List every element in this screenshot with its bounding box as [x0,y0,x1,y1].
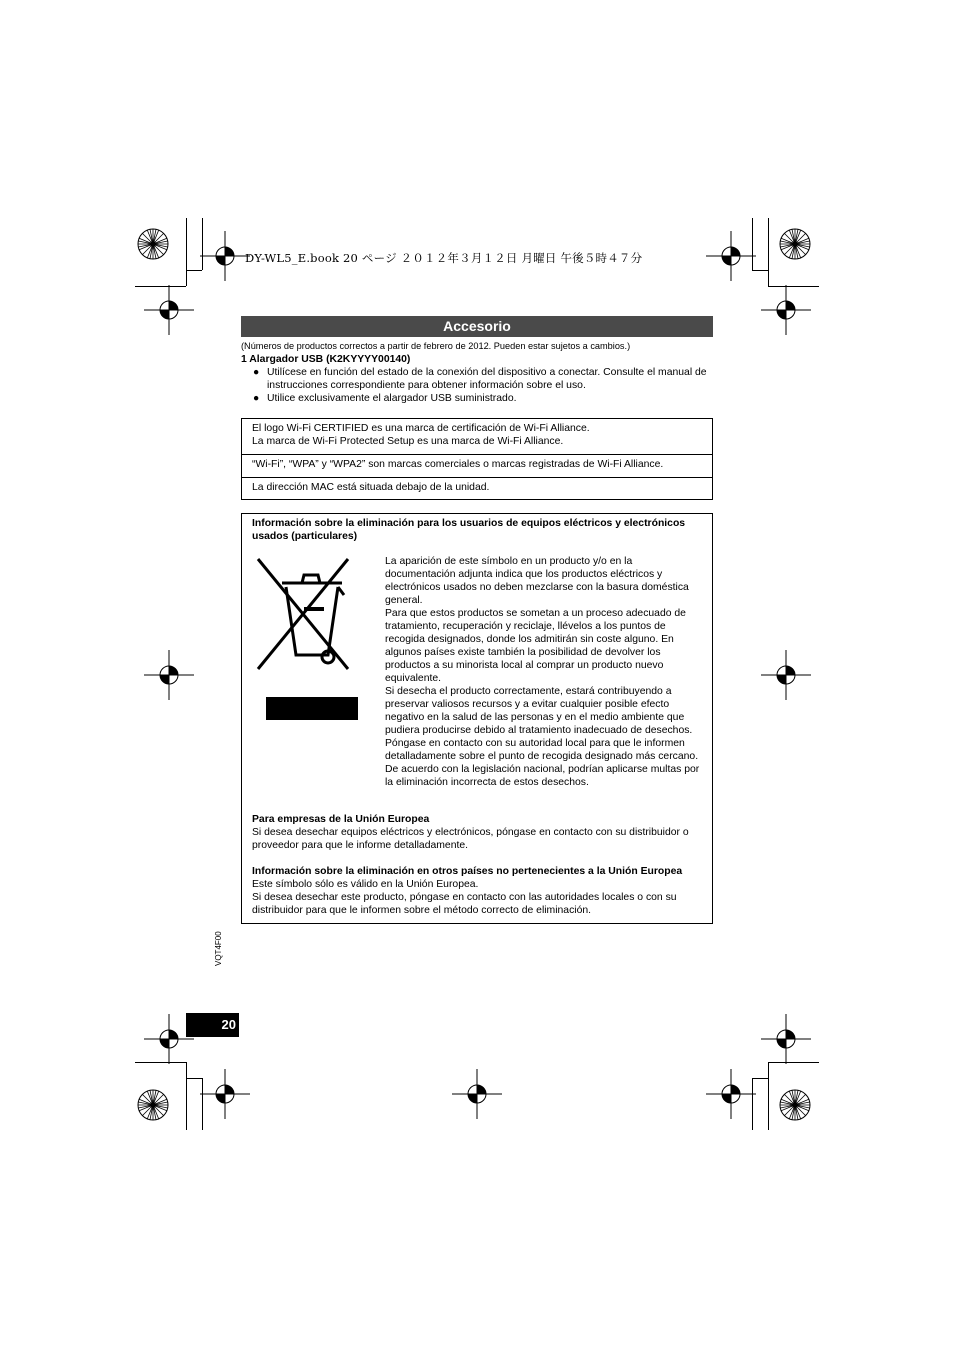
registration-mark-icon [761,285,811,335]
registration-mark-icon [200,231,250,281]
color-rosette-icon [779,228,811,260]
product-number-note: (Números de productos correctos a partir de febrero de 2012. Pueden estar sujetos a cambios.) [241,341,631,351]
registration-mark-icon [144,285,194,335]
wpa-trademark-cell: “Wi-Fi”, “WPA” y “WPA2” son marcas comerciales o marcas registradas de Wi-Fi Alliance. [242,455,712,478]
trademark-box [241,418,713,500]
eu-business-section [252,813,707,852]
list-item: ● Utilícese en función del estado de la conexión del dispositivo a conectar. Consulte el manual de instrucciones correspondiente para obtener información sobre el uso. [253,367,707,391]
mac-address-cell: La dirección MAC está situada debajo de la unidad. [252,482,490,493]
registration-mark-icon [452,1069,502,1119]
disposal-title: Información sobre la eliminación para los usuarios de equipos eléctricos y electrónicos usados (particulares) [252,518,686,542]
color-rosette-icon [137,228,169,260]
registration-mark-icon [144,650,194,700]
disposal-paragraph: La aparición de este símbolo en un producto y/o en la documentación adjunta indica que los productos eléctricos y electrónicos usados no deben mezclarse con la basura doméstica general. [385,556,689,606]
non-eu-text: Este símbolo sólo es válido en la Unión Europea. [252,879,479,890]
disposal-paragraph: Si desecha el producto correctamente, estará contribuyendo a preservar valiosos recursos y a evitar cualquier posible efecto negativo en la salud de las personas y en el medio ambiente que pudiera producirse debido al tratamiento inadecuado de desechos. Póngase en contacto con su autoridad local para que le informen detalladamente sobre el punto de recogida designado más cercano. [385,686,699,762]
weee-black-bar [266,697,358,720]
registration-mark-icon [761,650,811,700]
disposal-paragraph: De acuerdo con la legislación nacional, podrían aplicarse multas por la eliminación incorrecta de estos desechos. [385,764,700,788]
page-number: 20 [186,1013,239,1037]
non-eu-text: Si desea desechar este producto, póngase en contacto con las autoridades locales o con su distribuidor para que le informen sobre el método correcto de eliminación. [252,892,677,916]
registration-mark-icon [200,1069,250,1119]
non-eu-heading: Información sobre la eliminación en otros países no pertenecientes a la Unión Europea [252,866,683,877]
bullet-icon: ● [253,393,260,404]
disposal-paragraphs [385,555,703,789]
accessory-item: 1 Alargador USB (K2KYYYY00140) [241,354,411,365]
print-info-header: DY-WL5_E.book 20 ページ ２０１２年３月１２日 月曜日 午後５時４７分 [245,251,643,265]
registration-mark-icon [761,1014,811,1064]
bullet-icon: ● [253,367,260,378]
accessory-bullet-list [253,366,713,405]
list-item: ● Utilice exclusivamente el alargador USB suministrado. [253,393,517,404]
document-code: VQT4F00 [214,931,223,966]
wifi-trademark-cell: El logo Wi-Fi CERTIFIED es una marca de certificación de Wi-Fi Alliance. La marca de Wi-Fi Protected Setup es una marca de Wi-Fi Alliance. [242,419,712,455]
disposal-info-box [241,513,713,924]
eu-business-text: Si desea desechar equipos eléctricos y electrónicos, póngase en contacto con su distribuidor o proveedor para que le informe detalladamente. [252,827,689,851]
section-title: Accesorio [241,316,713,337]
non-eu-section [252,865,710,917]
disposal-paragraph: Para que estos productos se sometan a un proceso adecuado de tratamiento, recuperación y reciclaje, llévelos a los puntos de recogida designados, donde los admitirán sin coste alguno. En algunos países existe también la posibilidad de devolver los productos a su minorista local al comprar un producto nuevo equivalente. [385,608,686,684]
color-rosette-icon [779,1089,811,1121]
color-rosette-icon [137,1089,169,1121]
registration-mark-icon [706,231,756,281]
registration-mark-icon [706,1069,756,1119]
crossed-out-wheeled-bin-icon [256,557,350,677]
eu-business-heading: Para empresas de la Unión Europea [252,814,430,825]
